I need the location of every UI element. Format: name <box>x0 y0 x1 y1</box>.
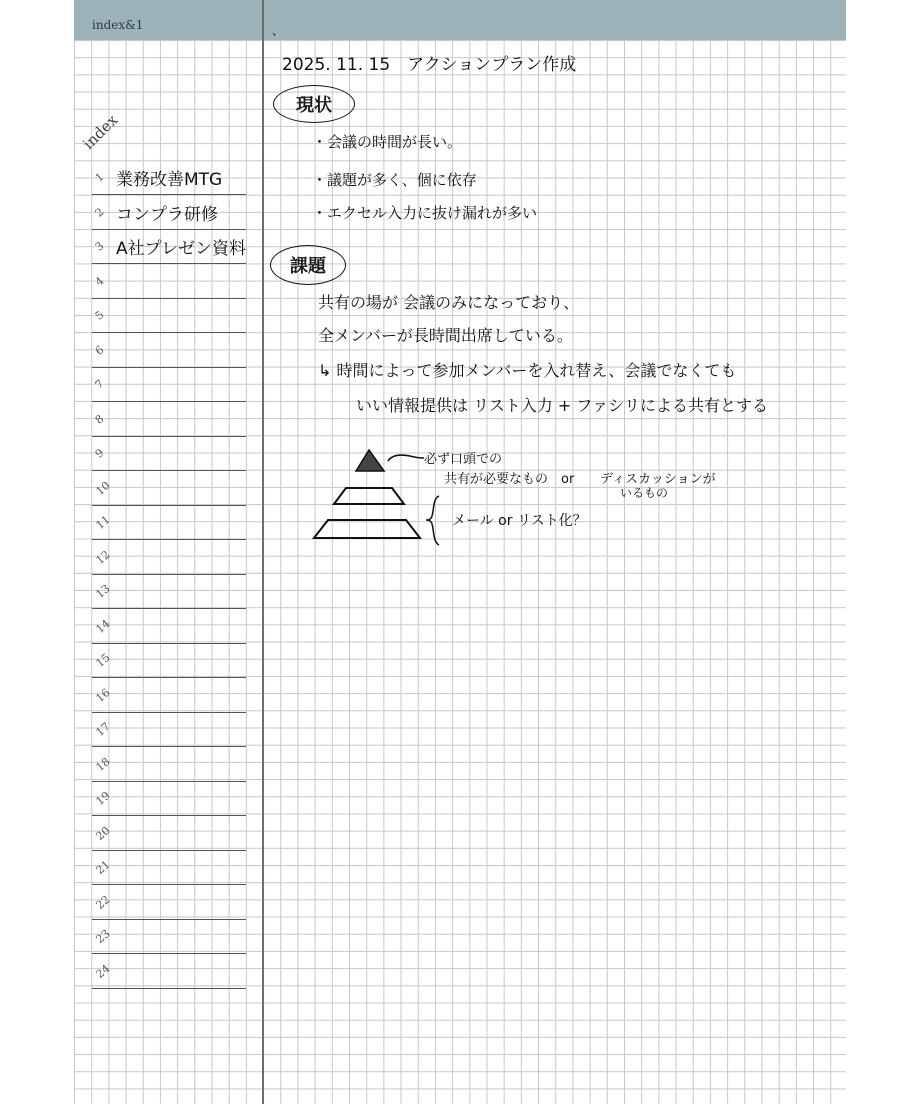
index-row[interactable] <box>92 264 246 299</box>
index-number: 5 <box>92 308 107 323</box>
index-row[interactable] <box>92 643 246 678</box>
diagram-note: ディスカッションが <box>600 472 716 487</box>
index-number: 12 <box>93 547 113 567</box>
index-row[interactable] <box>92 816 246 851</box>
index-number: 6 <box>92 342 107 358</box>
issue-line: ↳ 時間によって参加メンバーを入れ替え、会議でなくても <box>318 361 737 380</box>
index-row[interactable] <box>92 540 246 575</box>
date-title: 2025. 11. 15 アクションプラン作成 <box>282 55 577 75</box>
current-label: 現状 <box>273 85 355 123</box>
index-number: 4 <box>92 273 107 289</box>
index-row[interactable] <box>92 471 246 506</box>
index-number: 22 <box>93 892 113 912</box>
issue-line: いい情報提供は リスト入力 + ファシリによる共有とする <box>356 396 769 415</box>
index-number: 13 <box>93 582 113 601</box>
diagram-note: メール or リスト化？ <box>452 513 587 529</box>
index-row[interactable] <box>92 436 246 471</box>
index-number: 19 <box>93 789 113 808</box>
current-item: ・エクセル入力に抜け漏れが多い <box>312 204 538 222</box>
current-item: ・会議の時間が長い。 <box>312 133 463 151</box>
index-row[interactable] <box>92 919 246 954</box>
arrow-curve <box>388 455 424 461</box>
current-item: ・議題が多く、個に依存 <box>312 171 477 189</box>
index-number: 11 <box>93 513 113 532</box>
index-row[interactable] <box>92 609 246 644</box>
index-entry-text: 業務改善MTG <box>116 170 223 190</box>
index-row[interactable] <box>92 885 246 920</box>
brace <box>426 496 439 545</box>
pyramid-top <box>356 450 384 471</box>
issue-line: 全メンバーが長時間出席している。 <box>318 326 573 345</box>
diagram-note: 必ず口頭での <box>424 452 503 467</box>
index-row[interactable] <box>92 712 246 747</box>
index-number: 24 <box>93 961 113 981</box>
index-number: 2 <box>92 204 107 220</box>
index-number: 17 <box>93 720 113 739</box>
index-number: 9 <box>92 446 107 461</box>
index-number: 7 <box>92 377 107 392</box>
index-row[interactable] <box>92 160 246 195</box>
index-row[interactable] <box>92 747 246 782</box>
index-divider <box>262 0 264 1104</box>
index-row[interactable] <box>92 367 246 402</box>
index-row[interactable] <box>92 505 246 540</box>
index-title: index <box>79 110 122 153</box>
index-number: 23 <box>93 927 113 946</box>
header-mark: 、 <box>272 24 285 38</box>
index-number: 20 <box>93 823 113 843</box>
index-number: 1 <box>92 170 107 185</box>
index-row[interactable] <box>92 195 246 230</box>
issue-line: 共有の場が 会議のみになっており、 <box>318 293 580 312</box>
header-bar <box>74 0 846 40</box>
index-number: 8 <box>92 411 107 427</box>
index-row[interactable] <box>92 850 246 885</box>
index-entry-text: A社プレゼン資料 <box>116 239 246 259</box>
index-row[interactable] <box>92 954 246 989</box>
index-number: 10 <box>93 478 113 498</box>
index-number: 16 <box>93 685 113 705</box>
index-row[interactable] <box>92 402 246 437</box>
diagram-note: 共有が必要なもの or <box>444 472 575 487</box>
index-number: 3 <box>92 239 107 254</box>
tab-label: index&1 <box>92 18 144 32</box>
index-row[interactable] <box>92 298 246 333</box>
diagram-note: いるもの <box>620 486 669 500</box>
index-entry-text: コンプラ研修 <box>116 204 218 225</box>
index-row[interactable] <box>92 229 246 264</box>
index-number: 18 <box>93 754 113 774</box>
pyramid-tier <box>334 488 404 504</box>
issue-label: 課題 <box>270 245 346 285</box>
index-row[interactable] <box>92 678 246 713</box>
index-row[interactable] <box>92 574 246 609</box>
index-row[interactable] <box>92 781 246 816</box>
pyramid-tier <box>314 520 420 538</box>
index-row[interactable] <box>92 333 246 368</box>
index-number: 15 <box>93 651 113 670</box>
index-number: 14 <box>93 616 113 636</box>
index-number: 21 <box>93 858 113 877</box>
